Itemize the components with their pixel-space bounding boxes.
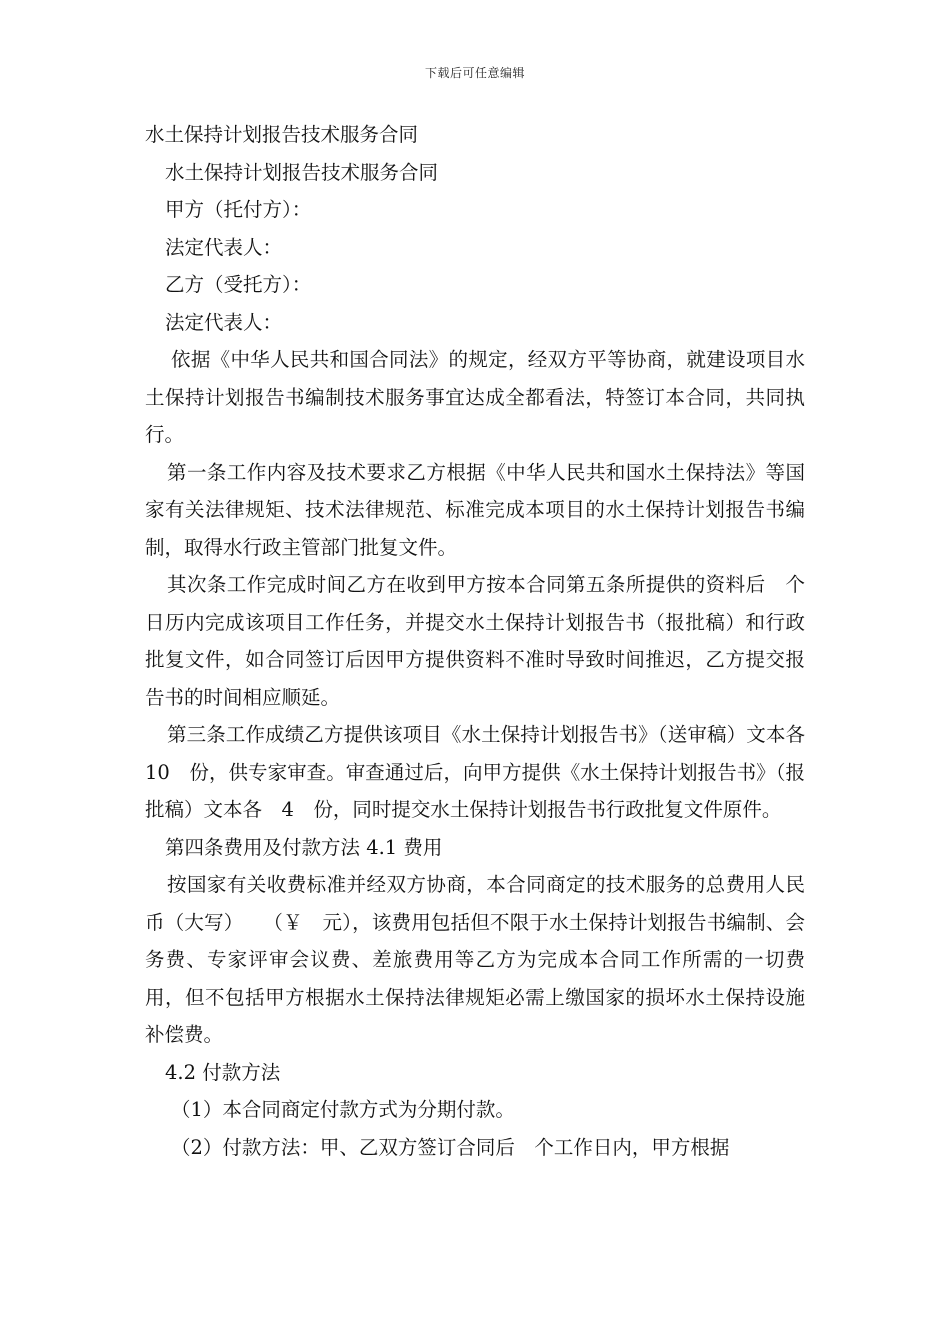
party-b-line: 乙方（受托方）： <box>165 273 312 296</box>
party-a-representative-line: 法定代表人： <box>165 235 283 259</box>
document-title: 水土保持计划报告技术服务合同 <box>145 123 419 146</box>
party-b-representative-line: 法定代表人： <box>165 310 283 334</box>
document-body <box>145 116 825 1166</box>
payment-item-1: （1）本合同商定付款方式为分期付款。 <box>171 1098 515 1121</box>
page-header-note: 下载后可任意编辑 <box>424 66 525 80</box>
article-3-paragraph: 第三条工作成绩乙方提供该项目《水土保持计划报告书》（送审稿）文本各 10 份，供专家审查。审查通过后，向甲方提供《水土保持计划报告书》（报批稿）文本各 4 份，同时提交水土保持计划报告书行政批复文件原件。 <box>145 723 825 821</box>
article-4-fee-paragraph: 按国家有关收费标准并经双方协商，本合同商定的技术服务的总费用人民币（大写） （￥ 元），该费用包括但不限于水土保持计划报告书编制、会务费、专家评审会议费、差旅费用等乙方为完成本合同工作所需的一切费用，但不包括甲方根据水土保持法律规矩必需上缴国家的损坏水土保持设施补偿费。 <box>145 873 805 1046</box>
article-2-paragraph: 其次条工作完成时间乙方在收到甲方按本合同第五条所提供的资料后 个日历内完成该项目工作任务，并提交水土保持计划报告书（报批稿）和行政批复文件，如合同签订后因甲方提供资料不准时导致时间推迟，乙方提交报告书的时间相应顺延。 <box>145 573 805 709</box>
preamble-paragraph: 依据《中华人民共和国合同法》的规定，经双方平等协商，就建设项目水土保持计划报告书编制技术服务事宜达成全都看法，特签订本合同，共同执行。 <box>145 348 805 446</box>
article-1-paragraph: 第一条工作内容及技术要求乙方根据《中华人民共和国水土保持法》等国家有关法律规矩、技术法律规范、标准完成本项目的水土保持计划报告书编制，取得水行政主管部门批复文件。 <box>145 460 805 559</box>
payment-item-2: （2）付款方法：甲、乙双方签订合同后 个工作日内，甲方根据 <box>171 1135 730 1159</box>
document-subtitle: 水土保持计划报告技术服务合同 <box>165 160 439 184</box>
article-4-heading: 第四条费用及付款方法 4.1 费用 <box>165 835 443 859</box>
party-a-line: 甲方（托付方）： <box>165 198 312 221</box>
payment-method-heading: 4.2 付款方法 <box>165 1060 281 1084</box>
